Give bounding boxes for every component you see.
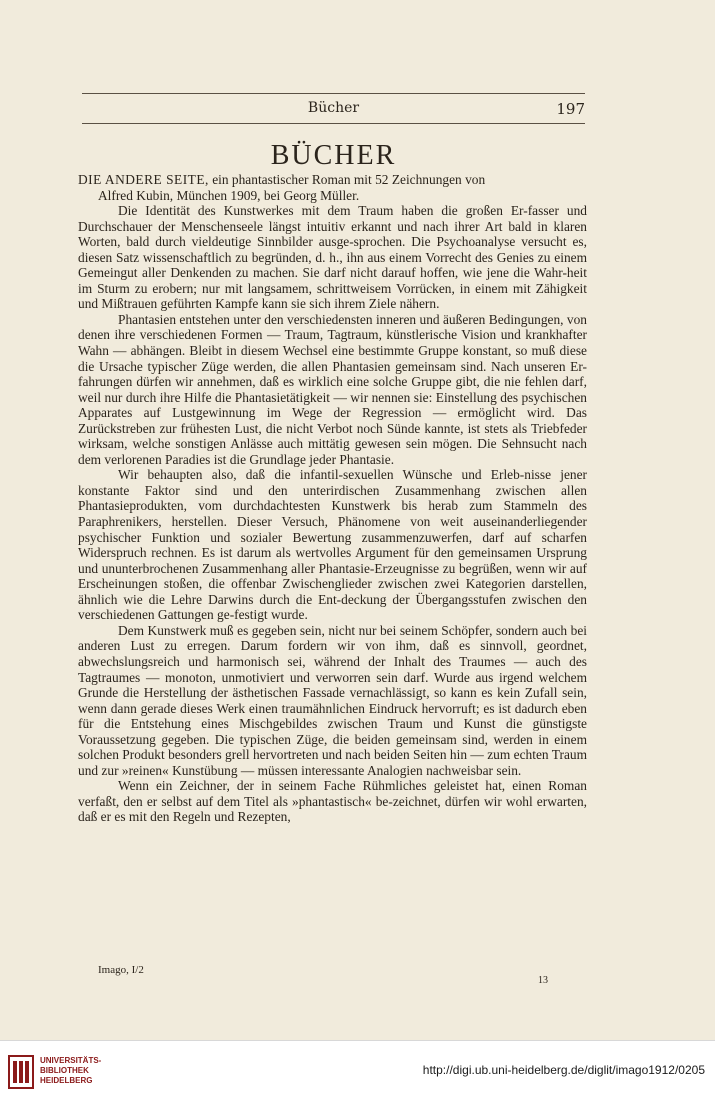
permalink-url[interactable]: http://digi.ub.uni-heidelberg.de/diglit/imago1912/0205: [422, 1063, 705, 1077]
book-publication: Alfred Kubin, München 1909, bei Georg Müller.: [98, 187, 360, 203]
library-logo-text: [40, 1056, 101, 1086]
book-entry: [78, 172, 587, 203]
signature-mark: Imago, I/2: [98, 964, 144, 976]
library-logo-icon: [8, 1055, 34, 1089]
paragraph-2: Phantasien entstehen unter den verschiedensten inneren und äußeren Bedingungen, von denen ihre verschiedenen Formen — Traum, Tagtraum, künstlerische Vision und krankhafter Wahn — abhängen. Bleibt in diesem Wechsel eine bestimmte Gruppe konstant, so muß diese die Ursache typischer Züge werden, die allen Phantasien gemeinsam sind. Nach unseren Er-fahrungen dürfen wir annehmen, daß es wirklich eine solche Gruppe gibt, die nie fehlen darf, weil nur durch ihre Hilfe die Phantasietätigkeit — wir nennen sie: Einstellung des psychischen Apparates auf Lustgewinnung im Wege der Regression — ermöglicht wird. Das Zurückstreben zur frühesten Lust, die nicht Verbot noch Sünde kannte, ist stets als Triebfeder wirksam, welche sonstigen Anlässe auch mittätig gewesen sein mögen. Die Sehnsucht nach dem verlorenen Paradies ist die Grundlage jeder Phantasie.: [78, 311, 587, 467]
paragraph-3: Wir behaupten also, daß die infantil-sexuellen Wünsche und Erleb-nisse jener konstante Faktor sind und den unterirdischen Zusammenhang zwischen allen Phantasieprodukten, vom durchdachtesten Kunstwerk bis herab zum Stammeln des Paraphrenikers, herstellen. Dieser Versuch, Phänomene von weit auseinanderliegender psychischer Funktion und sozialer Bewertung zusammenzuwerfen, darf auf scharfen Widerspruch rechnen. Es ist darum als wertvolles Argument für den gemeinsamen Ursprung und ununterbrochenen Zusammenhang aller Phantasie-Erzeugnisse zu begrüßen, wenn wir auf Erscheinungen stoßen, die offenbar Zwischenglieder zwischen zwei Kategorien darstellen, ähnlich wie die Lehre Darwins durch die Ent-deckung der Übergangsstufen zwischen den verschiedenen Gattungen ge-festigt wurde.: [78, 467, 587, 623]
chapter-title: BÜCHER: [270, 140, 397, 171]
body-text: [78, 172, 587, 825]
header-bottom-rule: [82, 123, 585, 124]
header-top-rule: [82, 93, 585, 94]
paragraph-5: Wenn ein Zeichner, der in seinem Fache Rühmliches geleistet hat, einen Roman verfaßt, den er selbst auf dem Titel als »phantastisch« be-zeichnet, dürfen wir wohl erwarten, daß er es mit den Regeln und Rezepten,: [78, 778, 587, 825]
viewer-footer-bar: [0, 1040, 715, 1102]
logo-line-1: UNIVERSITÄTS-: [40, 1056, 102, 1065]
running-head: [82, 98, 585, 120]
page-number: 197: [556, 100, 585, 118]
logo-line-3: HEIDELBERG: [40, 1076, 93, 1085]
logo-line-2: BIBLIOTHEK: [40, 1066, 89, 1075]
paragraph-4: Dem Kunstwerk muß es gegeben sein, nicht nur bei seinem Schöpfer, sondern auch bei anderen Lust zu erregen. Darum fordern wir von ihm, daß es sinnvoll, geordnet, abwechslungsreich und harmonisch sei, während der Inhalt des Traumes — auch des Tagtraumes — monoton, unmotiviert und verworren sein darf. Wurde aus irgend welchem Grunde die Herstellung der ästhetischen Fassade vernachlässigt, so kann es kein Zufall sein, wenn dann gerade dieses Werk einen traumähnlichen Eindruck hervorruft; es ist dadurch eben für die Entstehung eines Mischgebildes zwischen Traum und Kunst die günstigste Voraussetzung gegeben. Die typischen Züge, die beiden gemeinsam sind, werden in einem solchen Produkt besonders grell hervortreten und nach beiden Seiten hin — zum echten Traum und zur »reinen« Kunstübung — müssen interessante Analogien nachweisbar sein.: [78, 622, 587, 778]
signature-number: 13: [538, 975, 548, 986]
library-logo[interactable]: [8, 1053, 118, 1093]
running-title: Bücher: [307, 100, 360, 116]
book-description: ein phantastischer Roman mit 52 Zeichnungen von: [208, 172, 486, 187]
paragraph-1: Die Identität des Kunstwerkes mit dem Traum haben die großen Er-fasser und Durchschauer der Menschenseele längst intuitiv erkannt und nach ihrer Art bald in klaren Worten, bald durch vieldeutige Sinnbilder ausge-sprochen. Die Psychoanalyse versucht es, diesen Satz wissenschaftlich zu begründen, d. h., ihn aus einem Vorrecht des Genies zu einem Gemeingut aller Denkenden zu machen. Sie darf nicht darauf hoffen, wie jene die Wahr-heit im Sturm zu erobern; nur mit langsamem, schrittweisem Vorrücken, in einem mit Zähigkeit und Mißtrauen geführten Kampfe kann sie sich ihrem Ziele nähern.: [78, 203, 587, 312]
book-title: DIE ANDERE SEITE,: [78, 172, 209, 187]
